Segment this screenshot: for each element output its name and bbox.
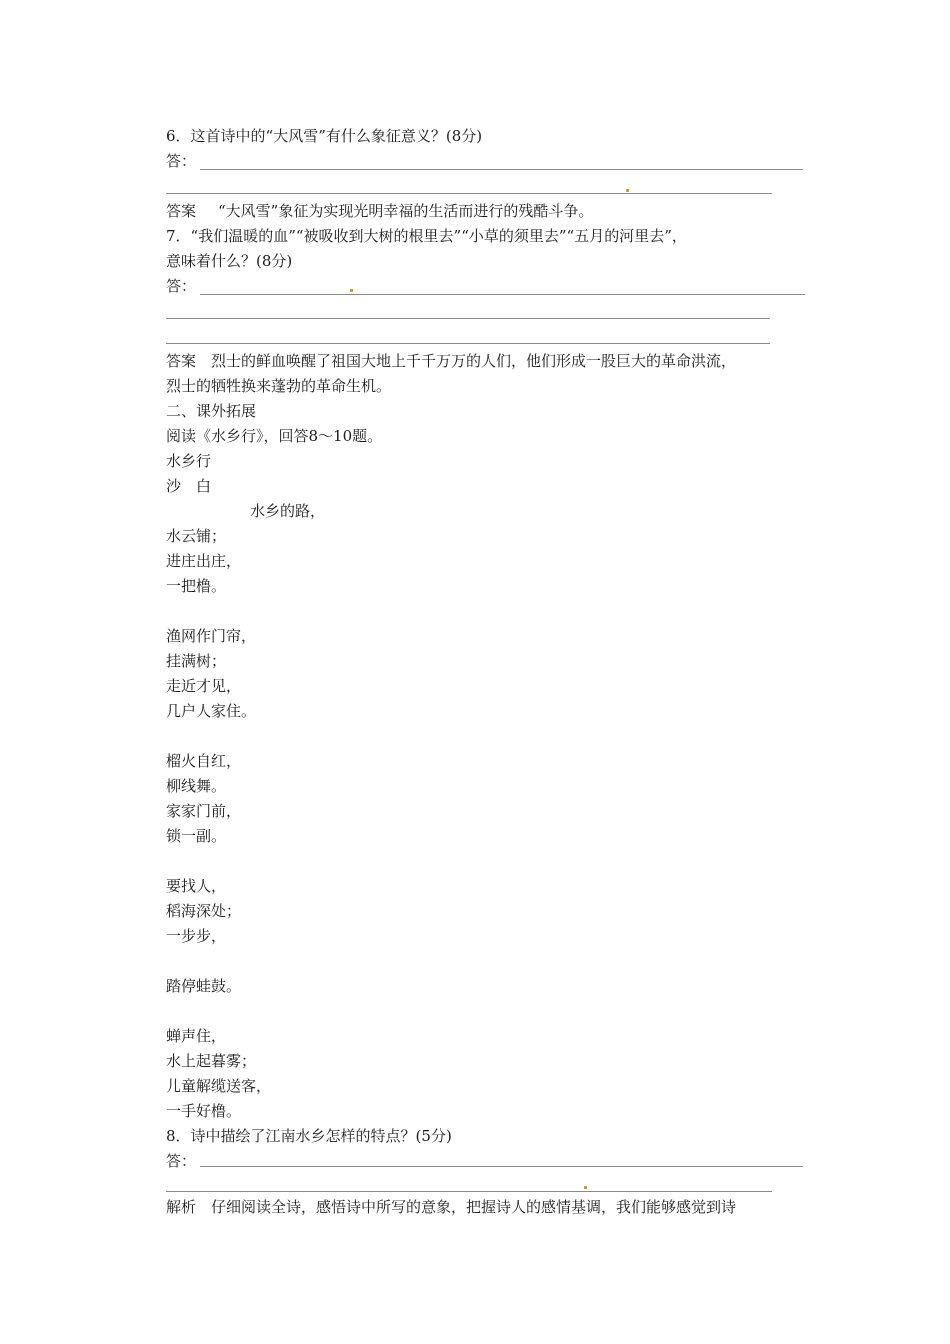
answer-blank-line <box>166 1191 772 1192</box>
poem-line: 挂满树； <box>166 652 227 670</box>
poem-line: 蝉声住， <box>166 1027 227 1045</box>
poem-line: 锁一副。 <box>166 827 227 845</box>
answer-blank-line <box>200 169 803 170</box>
question-6: 6．这首诗中的“大风雪”有什么象征意义？(8分) <box>166 127 483 145</box>
poem-title: 水乡行 <box>166 452 212 470</box>
analysis-8 <box>166 1195 736 1220</box>
poem-line: 一手好橹。 <box>166 1102 242 1120</box>
answer-6 <box>166 199 593 224</box>
answer-label: 答案 <box>166 352 197 370</box>
answer-label: 答案 <box>166 202 197 220</box>
answer-prompt-6: 答： <box>166 152 197 170</box>
poem-line: 一步步， <box>166 927 227 945</box>
section-instruction: 阅读《水乡行》，回答8～10题。 <box>166 427 383 445</box>
poem-line: 走近才见， <box>166 677 242 695</box>
answer-blank-line <box>200 1166 803 1167</box>
answer-text: 烈士的鲜血唤醒了祖国大地上千千万万的人们，他们形成一股巨大的革命洪流， <box>211 352 737 370</box>
poem-line: 水上起暮雾； <box>166 1052 257 1070</box>
poem-line: 儿童解缆送客， <box>166 1077 272 1095</box>
poem-line: 一把橹。 <box>166 577 227 595</box>
question-7-line-2: 意味着什么？(8分) <box>166 252 293 270</box>
stray-mark <box>584 1186 587 1189</box>
analysis-text: 仔细阅读全诗，感悟诗中所写的意象，把握诗人的感情基调，我们能够感觉到诗 <box>211 1198 737 1216</box>
answer-blank-line <box>200 294 805 295</box>
poem-line: 几户人家住。 <box>166 702 257 720</box>
answer-blank-line <box>166 193 772 194</box>
poem-line: 稻海深处； <box>166 902 242 920</box>
poem-line: 渔网作门帘， <box>166 627 257 645</box>
answer-7-line-2: 烈士的牺牲换来蓬勃的革命生机。 <box>166 377 392 395</box>
poem-line: 家家门前， <box>166 802 242 820</box>
poem-line: 柳线舞。 <box>166 777 227 795</box>
poem-line: 要找人， <box>166 877 227 895</box>
section-heading: 二、课外拓展 <box>166 402 257 420</box>
answer-7-line-1 <box>166 349 736 374</box>
poem-line: 踏停蛙鼓。 <box>166 977 242 995</box>
poem-line: 水云铺； <box>166 527 227 545</box>
poem-line: 水乡的路， <box>250 502 326 520</box>
poem-author: 沙 白 <box>166 477 212 495</box>
answer-blank-line <box>166 343 770 344</box>
poem-line: 榴火自红， <box>166 752 242 770</box>
poem-line: 进庄出庄， <box>166 552 242 570</box>
question-8: 8．诗中描绘了江南水乡怎样的特点？(5分) <box>166 1127 452 1145</box>
stray-mark <box>350 289 353 292</box>
analysis-label: 解析 <box>166 1198 197 1216</box>
question-7-line-1: 7．“我们温暖的血”“被吸收到大树的根里去”“小草的须里去”“五月的河里去”， <box>166 227 687 245</box>
answer-text: “大风雪”象征为实现光明幸福的生活而进行的残酷斗争。 <box>218 202 594 220</box>
answer-prompt-7: 答： <box>166 277 197 295</box>
answer-prompt-8: 答： <box>166 1152 197 1170</box>
stray-mark <box>626 189 629 192</box>
answer-blank-line <box>166 318 770 319</box>
